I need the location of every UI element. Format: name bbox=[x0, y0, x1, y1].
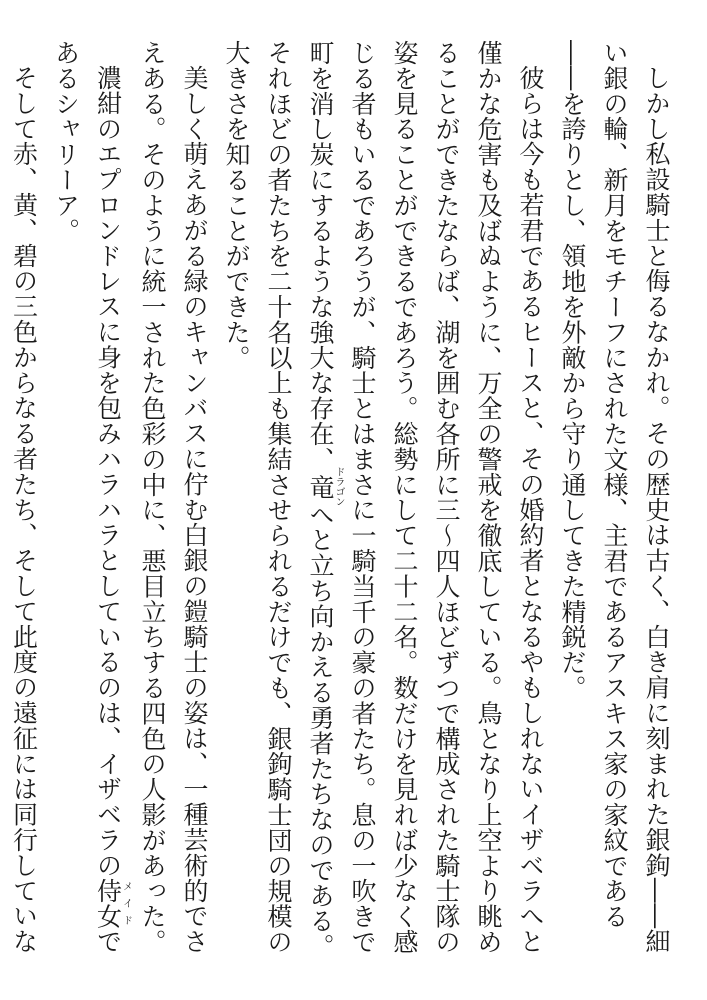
ruby-reading: メイド bbox=[120, 877, 132, 929]
paragraph bbox=[551, 40, 677, 970]
ruby-reading: ドラゴン bbox=[333, 466, 344, 507]
paragraph-text: へと立ち向かえる勇者たちなのである。それほどの者たちを二十名以上も集結させられるだけでも、銀鉤騎士団の規模の大きさを知ることができた。 bbox=[222, 40, 335, 960]
paragraph-text: しかし私設騎士と侮るなかれ。その歴史は古く、白き肩に刻まれた銀鉤――細い銀の輪、新月をモチーフにされた文様、主君であるアスキス家の家紋である――を誇りとし、領地を外敵から守り通してきた精鋭だ。 bbox=[558, 40, 671, 954]
paragraph-text: そして赤、黄、碧の三色からなる者たち、そして此度の遠征には同行していな bbox=[9, 65, 39, 954]
paragraph bbox=[45, 40, 132, 970]
ruby-word bbox=[306, 466, 344, 507]
paragraph-text: 濃紺のエプロンドレスに身を包みハラハラとしているのは、イザベラの bbox=[93, 65, 123, 878]
paragraph bbox=[131, 40, 215, 970]
paragraph-text: であるシャリーア。 bbox=[51, 40, 123, 955]
paragraph-text: 彼らは今も若君であるヒースと、その婚約者となるやもしれないイザベラへと僅かな危害も及ばぬように、万全の警戒を徹底している。鳥となり上空より眺めることができたならば、湖を囲む各所に三～四人ほどずつで構成された騎士隊の姿を見ることができるであろう。総勢にして二十二名。数だけを見れば少なく感じる者もいるであろうが、騎士とはまさに一騎当千の豪の者たち。息の一吹きで町を消し炭にするような強大な存在、 bbox=[306, 40, 545, 955]
ruby-base: 竜 bbox=[306, 466, 335, 507]
paragraph bbox=[215, 40, 551, 970]
paragraph-text: 美しく萌えあがる緑のキャンバスに佇む白銀の鎧騎士の姿は、一種芸術的でさえある。そのように統一された色彩の中に、悪目立ちする四色の人影があった。 bbox=[138, 40, 209, 955]
vertical-text-body bbox=[9, 40, 677, 970]
paragraph bbox=[0, 40, 45, 970]
ruby-base: 侍女 bbox=[93, 877, 123, 929]
ruby-word bbox=[93, 877, 132, 929]
